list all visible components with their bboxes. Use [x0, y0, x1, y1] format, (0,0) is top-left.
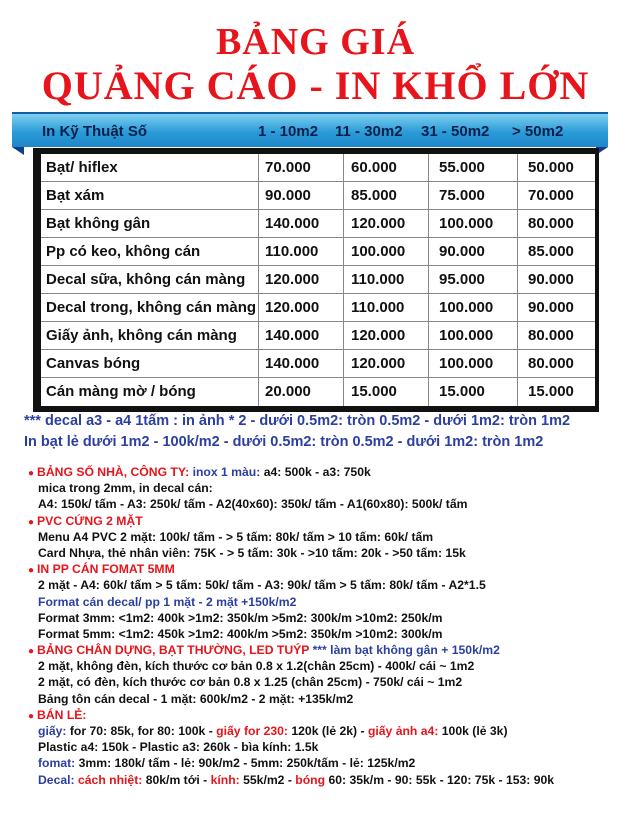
- s4-line1: 2 mặt, không đèn, kích thước cơ bản 0.8 x 1.2(chân 25cm) - 400k/ cái ~ 1m2: [38, 659, 475, 674]
- s5-heading: ● BÁN LẺ:: [28, 707, 87, 722]
- row-label: Pp có keo, không cán: [41, 238, 259, 265]
- s5-line2: Plastic a4: 150k - Plastic a3: 260k - bìa kính: 1.5k: [38, 740, 319, 755]
- s4-line2: 2 mặt, có đèn, kích thước cơ bản 0.8 x 1.25 (chân 25cm) - 750k/ cái ~ 1m2: [38, 675, 463, 690]
- s2-heading: ● PVC CỨNG 2 MẶT: [28, 513, 143, 528]
- header-notch-left: [12, 147, 24, 155]
- price-cell: 140.000: [259, 350, 344, 377]
- table-grid: [41, 154, 595, 406]
- price-cell: 100.000: [429, 322, 518, 349]
- price-cell: 85.000: [528, 243, 574, 260]
- row-label: Bạt/ hiflex: [41, 154, 259, 181]
- table-row: [41, 154, 595, 182]
- price-cell: 60.000: [344, 154, 429, 181]
- s4-heading: ● BẢNG CHÂN DỰNG, BẠT THƯỜNG, LED TUÝP *** làm bạt không gân + 150k/m2: [28, 643, 500, 658]
- price-cell: 15.000: [344, 378, 429, 406]
- table-row: [41, 238, 595, 266]
- s2-line1: Menu A4 PVC 2 mặt: 100k/ tấm - > 5 tấm: 80k/ tấm > 10 tấm: 60k/ tấm: [38, 529, 434, 544]
- price-cell: 15.000: [528, 383, 574, 400]
- table-row: [41, 266, 595, 294]
- s3-heading: ● IN PP CÁN FOMAT 5MM: [28, 562, 175, 577]
- price-cell: 85.000: [344, 182, 429, 209]
- row-label: Bạt không gân: [41, 210, 259, 237]
- row-label: Canvas bóng: [41, 350, 259, 377]
- s5-line4: Decal: cách nhiệt: 80k/m tới - kính: 55k/m2 - bóng 60: 35k/m - 90: 55k - 120: 75k - 153: 90k: [38, 772, 555, 787]
- s3-line1: 2 mặt - A4: 60k/ tấm > 5 tấm: 50k/ tấm - A3: 90k/ tấm > 5 tấm: 80k/ tấm - A2*1.5: [38, 578, 486, 593]
- row-label: Bạt xám: [41, 182, 259, 209]
- price-cell: 95.000: [429, 266, 518, 293]
- table-body: [33, 148, 599, 412]
- note-bat: In bạt lẻ dưới 1m2 - 100k/m2 - dưới 0.5m2: tròn 0.5m2 - dưới 1m2: tròn 1m2: [24, 434, 544, 450]
- row-label: Decal trong, không cán màng: [41, 294, 259, 321]
- s5-line1: giấy: for 70: 85k, for 80: 100k - giấy for 230: 120k (lẻ 2k) - giấy ảnh a4: 100k (lẻ 3k): [38, 724, 508, 738]
- price-cell: 120.000: [344, 210, 429, 237]
- price-cell: 90.000: [259, 182, 344, 209]
- price-cell: 80.000: [528, 327, 574, 344]
- price-table: [12, 112, 608, 400]
- price-cell: 15.000: [429, 378, 518, 406]
- s1-line2: mica trong 2mm, in decal cán:: [38, 481, 213, 496]
- s3-line3: Format 3mm: <1m2: 400k >1m2: 350k/m >5m2: 300k/m >10m2: 250k/m: [38, 610, 443, 625]
- table-row: [41, 378, 595, 406]
- price-cell: 100.000: [429, 210, 518, 237]
- header-range-2: 11 - 30m2: [335, 123, 403, 140]
- header-range-3: 31 - 50m2: [421, 123, 490, 140]
- price-cell: 120.000: [259, 266, 344, 293]
- price-cell: 110.000: [259, 238, 344, 265]
- price-cell: 90.000: [528, 299, 574, 316]
- table-row: [41, 322, 595, 350]
- price-cell: 140.000: [259, 322, 344, 349]
- price-cell: 100.000: [344, 238, 429, 265]
- price-cell: 120.000: [344, 350, 429, 377]
- price-cell: 55.000: [429, 154, 518, 181]
- price-cell: 100.000: [429, 294, 518, 321]
- s2-line2: Card Nhựa, thẻ nhân viên: 75K - > 5 tấm: 30k - >10 tấm: 20k - >50 tấm: 15k: [38, 545, 466, 560]
- price-cell: 20.000: [259, 378, 344, 406]
- s1-line3: A4: 150k/ tấm - A3: 250k/ tấm - A2(40x60): 350k/ tấm - A1(60x80): 500k/ tấm: [38, 497, 468, 512]
- row-label: Decal sữa, không cán màng: [41, 266, 259, 293]
- page-title-line2: QUẢNG CÁO - IN KHỔ LỚN: [41, 63, 590, 108]
- s3-line4: Format 5mm: <1m2: 450k >1m2: 400k/m >5m2: 350k/m >10m2: 300k/m: [38, 626, 443, 641]
- price-cell: 70.000: [528, 187, 574, 204]
- price-cell: 120.000: [259, 294, 344, 321]
- s4-line3: Bảng tôn cán decal - 1 mặt: 600k/m2 - 2 mặt: +135k/m2: [38, 691, 354, 706]
- price-cell: 110.000: [344, 266, 429, 293]
- s1-heading: ● BẢNG SỐ NHÀ, CÔNG TY: inox 1 màu: a4: 500k - a3: 750k: [28, 465, 371, 479]
- price-cell: 110.000: [344, 294, 429, 321]
- price-cell: 120.000: [344, 322, 429, 349]
- table-row: [41, 210, 595, 238]
- title-block: [0, 22, 631, 108]
- table-row: [41, 350, 595, 378]
- header-range-1: 1 - 10m2: [258, 123, 319, 140]
- row-label: Giấy ảnh, không cán màng: [41, 322, 259, 349]
- table-header: [12, 112, 608, 147]
- s3-line2: Format cán decal/ pp 1 mặt - 2 mặt +150k/m2: [38, 594, 297, 609]
- page-title-line1: BẢNG GIÁ: [215, 21, 416, 63]
- header-range-4: > 50m2: [512, 123, 564, 140]
- table-row: [41, 294, 595, 322]
- header-service: In Kỹ Thuật Số: [42, 123, 147, 140]
- price-cell: 80.000: [528, 215, 574, 232]
- price-cell: 50.000: [528, 159, 574, 176]
- details-section: [28, 464, 618, 788]
- row-label: Cán màng mờ / bóng: [41, 378, 259, 406]
- price-cell: 140.000: [259, 210, 344, 237]
- table-row: [41, 182, 595, 210]
- price-cell: 100.000: [429, 350, 518, 377]
- price-cell: 75.000: [429, 182, 518, 209]
- price-cell: 70.000: [259, 154, 344, 181]
- price-cell: 90.000: [429, 238, 518, 265]
- note-decal: *** decal a3 - a4 1tấm : in ảnh * 2 - dưới 0.5m2: tròn 0.5m2 - dưới 1m2: tròn 1m2: [24, 413, 571, 429]
- s5-line3: fomat: 3mm: 180k/ tấm - lẻ: 90k/m2 - 5mm: 250k/tấm - lẻ: 125k/m2: [38, 756, 416, 771]
- price-cell: 90.000: [528, 271, 574, 288]
- price-cell: 80.000: [528, 355, 574, 372]
